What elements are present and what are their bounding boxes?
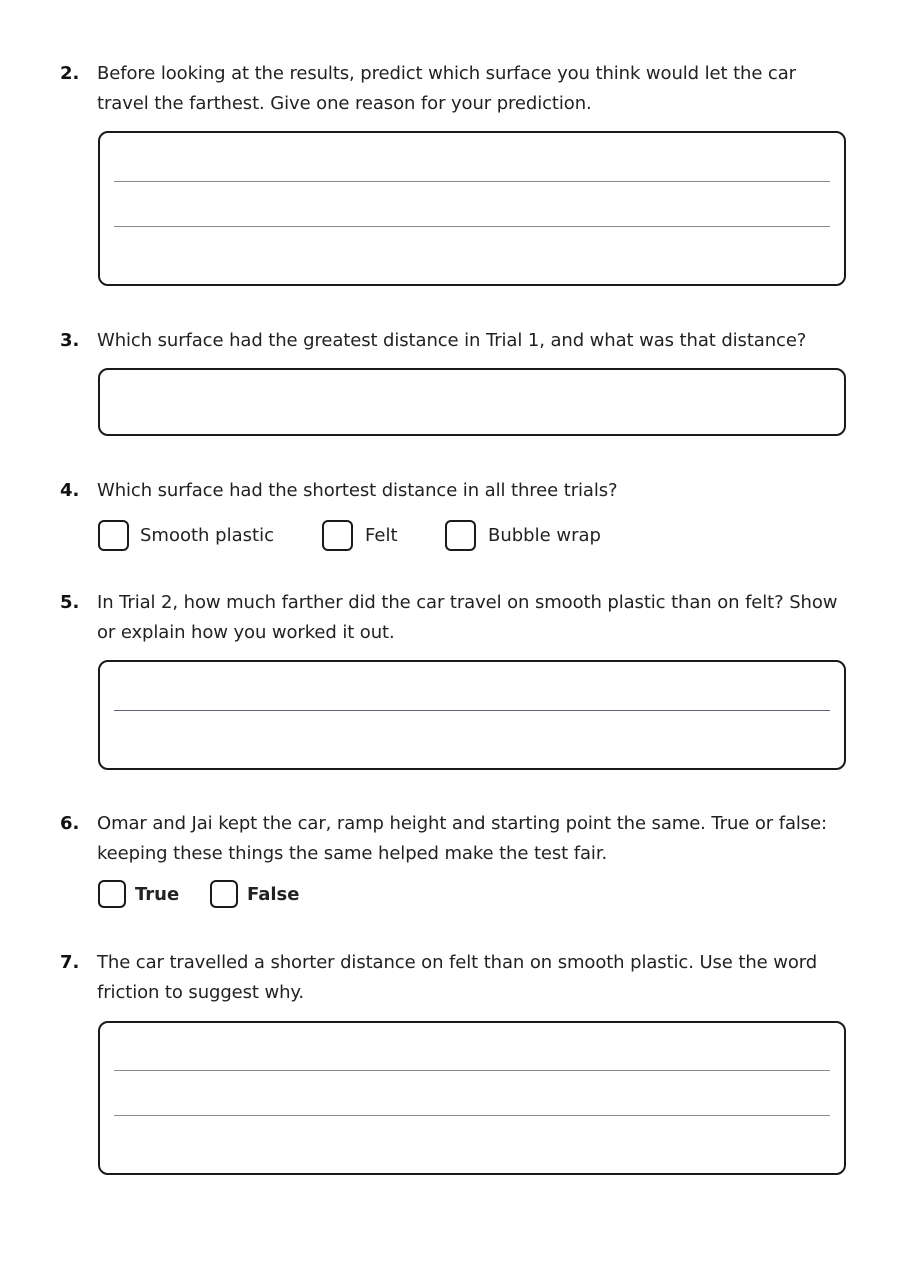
- question-text: [97, 809, 857, 869]
- checkbox[interactable]: [98, 520, 129, 551]
- question-text-line: Which surface had the greatest distance in Trial 1, and what was that distance?: [97, 330, 807, 351]
- option-felt[interactable]: [322, 520, 398, 550]
- question-number: 3.: [60, 330, 80, 351]
- question-text-line: Before looking at the results, predict which surface you think would let the car: [97, 63, 796, 84]
- question-number: 7.: [60, 952, 80, 973]
- checkbox[interactable]: [322, 520, 353, 551]
- question-text-line: keeping these things the same helped make the test fair.: [97, 843, 608, 864]
- option-label: Bubble wrap: [488, 524, 601, 546]
- question-text: [97, 59, 857, 119]
- writing-line: [114, 710, 830, 711]
- question-text-line: friction to suggest why.: [97, 982, 305, 1003]
- question-text-line: In Trial 2, how much farther did the car travel on smooth plastic than on felt? Show: [97, 592, 838, 613]
- question-number: 2.: [60, 63, 80, 84]
- option-smooth-plastic[interactable]: [98, 520, 274, 550]
- option-true[interactable]: [98, 879, 179, 909]
- option-label: Felt: [365, 524, 398, 546]
- answer-box-q3[interactable]: [98, 368, 846, 436]
- question-text: [97, 588, 857, 648]
- option-label: Smooth plastic: [140, 524, 274, 546]
- checkbox[interactable]: [210, 880, 238, 908]
- option-label: False: [247, 883, 300, 905]
- question-text-line: The car travelled a shorter distance on felt than on smooth plastic. Use the word: [97, 952, 818, 973]
- answer-box-q2[interactable]: [98, 131, 846, 286]
- question-text: [97, 948, 857, 1008]
- question-number: 6.: [60, 813, 80, 834]
- writing-line: [114, 181, 830, 182]
- question-text-line: Which surface had the shortest distance in all three trials?: [97, 480, 618, 501]
- checkbox[interactable]: [445, 520, 476, 551]
- writing-line: [114, 226, 830, 227]
- writing-line: [114, 1115, 830, 1116]
- question-text-line: or explain how you worked it out.: [97, 622, 395, 643]
- question-number: 4.: [60, 480, 80, 501]
- option-false[interactable]: [210, 879, 299, 909]
- question-number: 5.: [60, 592, 80, 613]
- writing-line: [114, 1070, 830, 1071]
- question-text-line: travel the farthest. Give one reason for your prediction.: [97, 93, 592, 114]
- checkbox[interactable]: [98, 880, 126, 908]
- question-text: [97, 326, 857, 356]
- option-bubble-wrap[interactable]: [445, 520, 601, 550]
- question-text: [97, 476, 857, 506]
- question-text-line: Omar and Jai kept the car, ramp height and starting point the same. True or false:: [97, 813, 827, 834]
- option-label: True: [135, 883, 180, 905]
- answer-box-q7[interactable]: [98, 1021, 846, 1175]
- answer-box-q5[interactable]: [98, 660, 846, 770]
